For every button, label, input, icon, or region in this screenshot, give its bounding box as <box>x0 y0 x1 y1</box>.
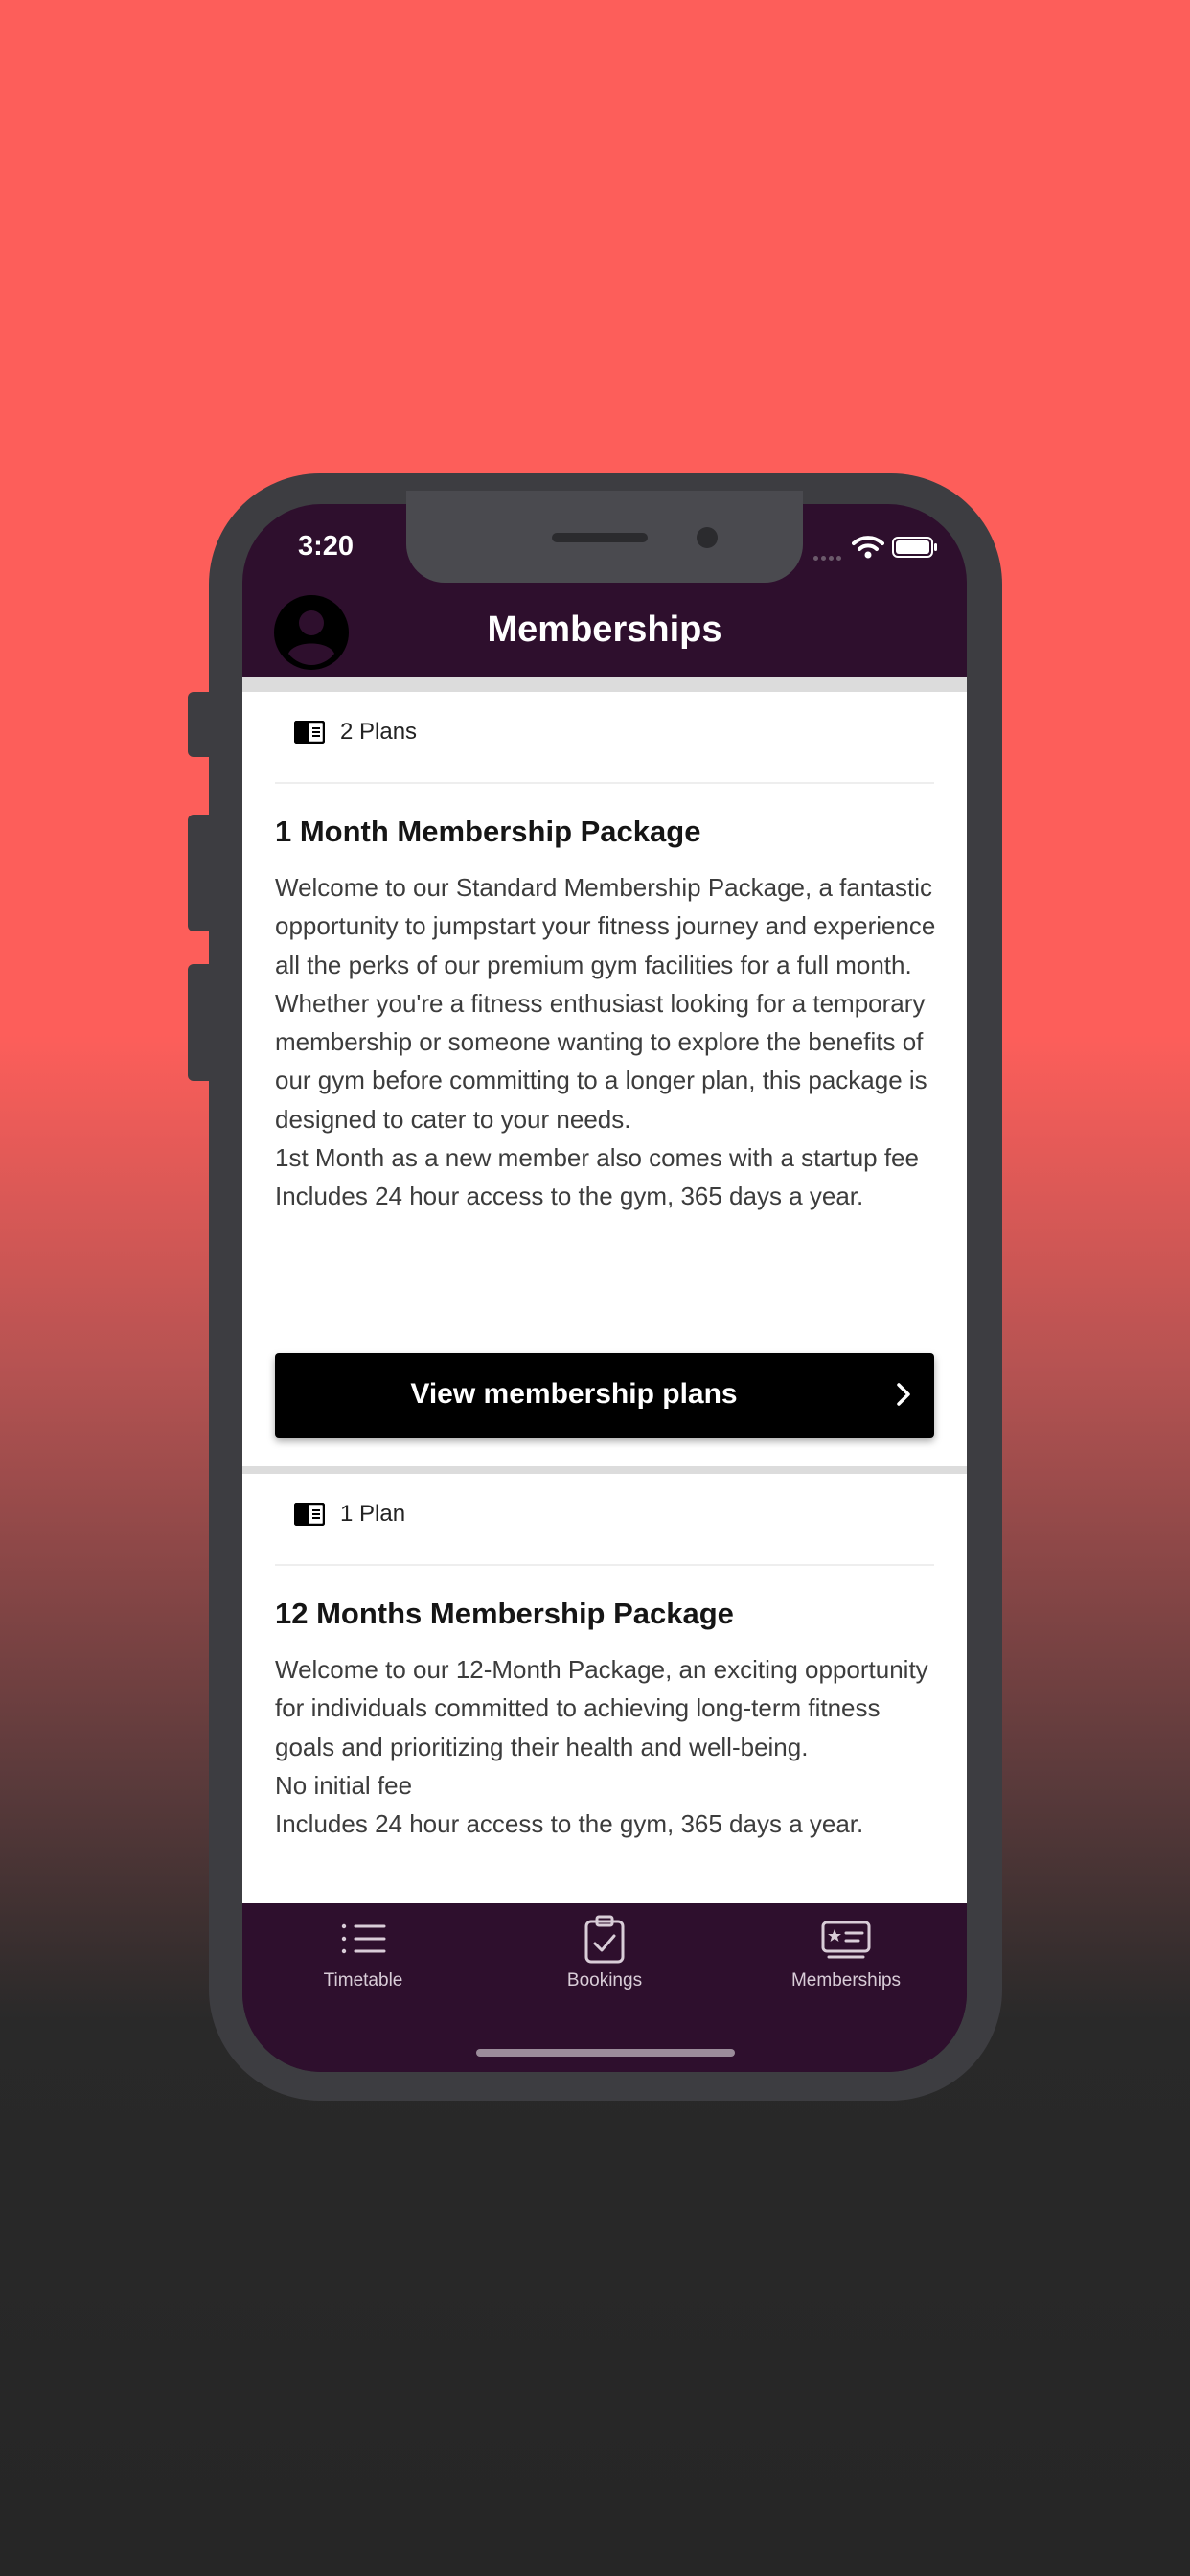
membership-title: 1 Month Membership Package <box>275 815 701 848</box>
plans-count-row <box>294 1495 405 1533</box>
divider <box>275 1564 934 1566</box>
page-title: Memberships <box>487 610 722 650</box>
side-button-volume-down <box>188 964 211 1081</box>
plans-count: 2 Plans <box>340 719 418 745</box>
description-paragraph: Welcome to our Standard Membership Package, a fantastic opportunity to jumpstart your fitness journey and experience all the perks of our premium gym facilities for a full month. Whether you're a fitness enthusiast looking for a temporary membership or someone wanting to explore the benefits of our gym before committing to a longer plan, this package is designed to cater to your needs. <box>275 873 936 1134</box>
view-membership-plans-button[interactable] <box>275 1353 934 1438</box>
book-icon <box>294 1503 325 1526</box>
tab-label: Timetable <box>323 1970 403 1990</box>
membership-card <box>242 1474 967 1903</box>
tab-memberships[interactable] <box>725 1920 967 1991</box>
side-button-mute <box>188 692 211 757</box>
battery-icon <box>892 537 938 558</box>
description-paragraph: Welcome to our 12-Month Package, an exciting opportunity for individuals committed to achieving long-term fitness goals and prioritizing their health and well-being. <box>275 1655 928 1761</box>
chevron-right-icon <box>896 1382 911 1407</box>
divider <box>275 782 934 784</box>
membership-description <box>275 1650 936 1843</box>
clipboard-check-icon <box>582 1915 628 1965</box>
description-paragraph: Includes 24 hour access to the gym, 365 days a year. <box>275 1182 864 1211</box>
membership-description <box>275 868 936 1216</box>
phone-notch <box>406 491 803 583</box>
memberships-list[interactable] <box>242 677 967 1903</box>
membership-card <box>242 692 967 1466</box>
plans-count: 1 Plan <box>340 1501 406 1527</box>
membership-card-icon <box>820 1920 872 1959</box>
home-indicator[interactable] <box>476 2049 735 2057</box>
tab-bar <box>242 1905 967 2072</box>
list-icon <box>338 1920 388 1959</box>
tab-label: Bookings <box>566 1970 643 1990</box>
description-paragraph: Includes 24 hour access to the gym, 365 days a year. <box>275 1809 864 1839</box>
button-label: View membership plans <box>410 1378 738 1410</box>
tab-label: Memberships <box>790 1970 902 1990</box>
speaker-grille <box>552 533 648 542</box>
book-icon <box>294 721 325 744</box>
tab-bookings[interactable] <box>484 1920 725 1991</box>
plans-count-row <box>294 713 417 751</box>
front-camera <box>697 527 718 548</box>
status-time: 3:20 <box>298 531 355 562</box>
cellular-signal-icon <box>813 548 844 554</box>
membership-title: 12 Months Membership Package <box>275 1597 734 1630</box>
description-paragraph: 1st Month as a new member also comes with a startup fee <box>275 1143 919 1173</box>
phone-screen <box>242 504 967 2072</box>
description-paragraph: No initial fee <box>275 1770 413 1800</box>
wifi-icon <box>852 535 884 560</box>
tab-timetable[interactable] <box>242 1920 484 1991</box>
side-button-volume-up <box>188 815 211 932</box>
